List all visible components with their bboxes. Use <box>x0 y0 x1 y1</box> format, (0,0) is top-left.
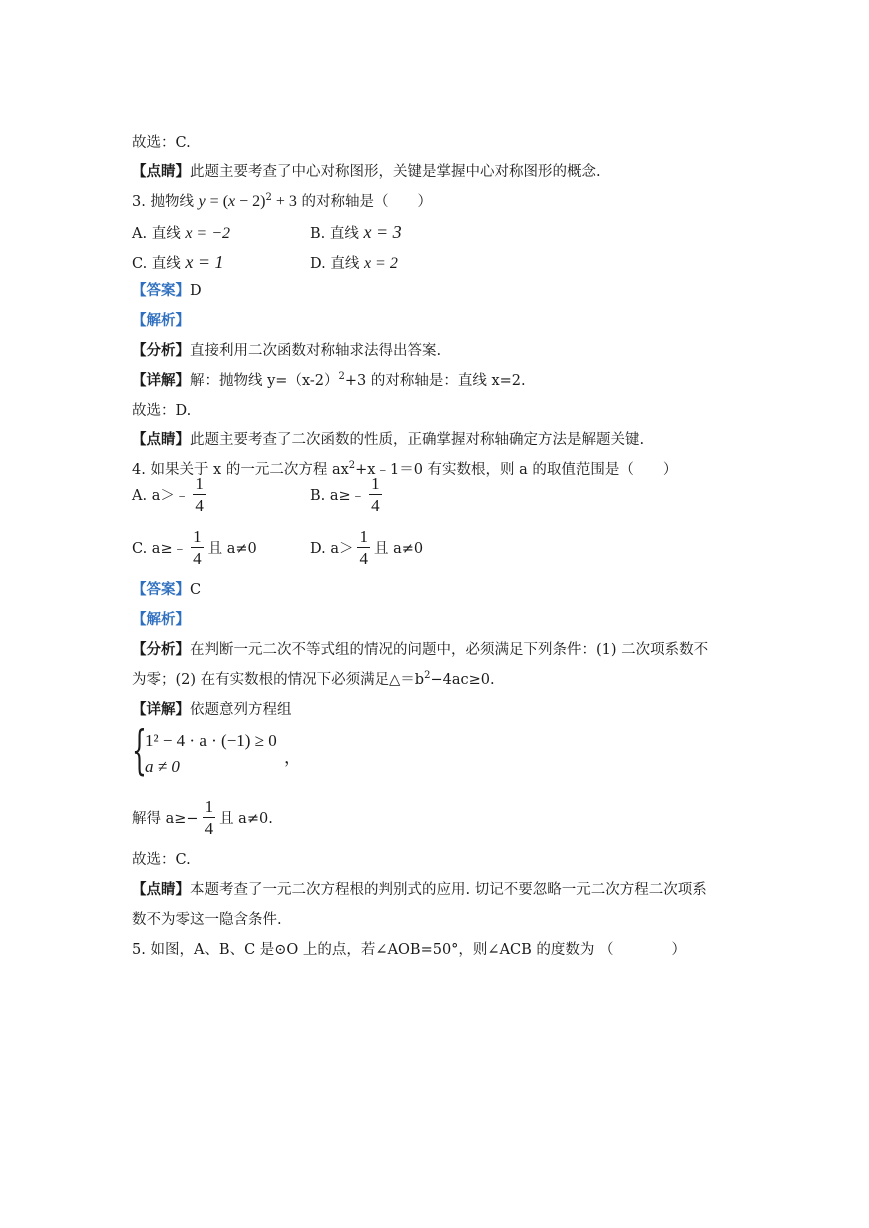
dianjing-line-2: 数不为零这一隐含条件. <box>132 912 282 928</box>
guxuan-line: 故选：D. <box>132 403 192 419</box>
answer-line: 【答案】D <box>132 282 202 299</box>
fenxi-line: 【分析】直接利用二次函数对称轴求法得出答案. <box>132 342 442 359</box>
option-a: A. 直线 x = −2 <box>132 225 231 242</box>
answer-line: 【答案】C <box>132 581 202 598</box>
option-d: D. a＞ $\frac{1}{4}$ 且 a≠0 <box>310 526 424 568</box>
xiangjie-line: 【详解】依题意列方程组 <box>132 701 292 718</box>
option-c: C. 直线 x = 1 <box>132 252 224 272</box>
equation-system <box>132 721 302 781</box>
fraction: $\frac{1}{4}$ <box>195 473 204 515</box>
dianjing-line: 【点睛】此题主要考查了二次函数的性质，正确掌握对称轴确定方法是解题关键. <box>132 431 645 448</box>
fraction: $\frac{1}{4}$ <box>371 473 380 515</box>
dianjing-line: 【点睛】本题考查了一元二次方程根的判别式的应用. 切记不要忽略一元二次方程二次项系 <box>132 881 707 898</box>
system-row-1: 1² − 4 · a · (−1) ≥ 0 <box>145 731 277 750</box>
option-b: B. a≥﹣ $\frac{1}{4}$ <box>310 473 380 515</box>
fenxi-line-2: 为零；(2) 在有实数根的情况下必须满足$\triangle=b^2-4ac\ge 0$. <box>132 670 495 688</box>
xiangjie-line: 【详解】解：抛物线 $y=(x-2)^2+3$ 的对称轴是：直线 x=2. <box>132 371 526 389</box>
jiexi-heading: 【解析】 <box>132 312 190 329</box>
text-line: 故选：C. <box>132 135 191 151</box>
question-4: 4. 如果关于 x 的一元二次方程 $ax^2+x﹣1=0$ 有实数根，则 a 的取值范围是（ ） <box>132 460 678 478</box>
question-3: 3. 抛物线 $y = (x - 2)^2 + 3$ 的对称轴是（ ） <box>132 192 433 210</box>
guxuan-line: 故选：C. <box>132 852 191 868</box>
option-c: C. a≥﹣ $\frac{1}{4}$ 且 a≠0 <box>132 526 257 568</box>
jiexi-heading: 【解析】 <box>132 611 190 628</box>
fenxi-line: 【分析】在判断一元二次不等式组的情况的问题中，必须满足下列条件：(1) 二次项系数不 <box>132 641 709 658</box>
system-row-2: a ≠ 0 <box>145 757 180 776</box>
brace-symbol: { <box>132 721 147 781</box>
option-a: A. a＞﹣ $\frac{1}{4}$ <box>132 473 204 515</box>
dianjing-line: 【点睛】此题主要考查了中心对称图形，关键是掌握中心对称图形的概念. <box>132 163 601 180</box>
system-comma: ， <box>284 748 301 767</box>
option-d: D. 直线 x = 2 <box>310 255 398 272</box>
fraction: $\frac{1}{4}$ <box>359 526 368 568</box>
fraction: $\frac{1}{4}$ <box>193 526 202 568</box>
fraction: $\frac{1}{4}$ <box>204 796 214 838</box>
option-b: B. 直线 x = 3 <box>310 222 402 242</box>
solution-line: 解得 a≥− $\frac{1}{4}$ 且 a≠0. <box>132 796 273 838</box>
question-5: 5. 如图，A、B、C 是⊙O 上的点，若∠AOB=50°，则∠ACB 的度数为 （ ） <box>132 942 687 958</box>
